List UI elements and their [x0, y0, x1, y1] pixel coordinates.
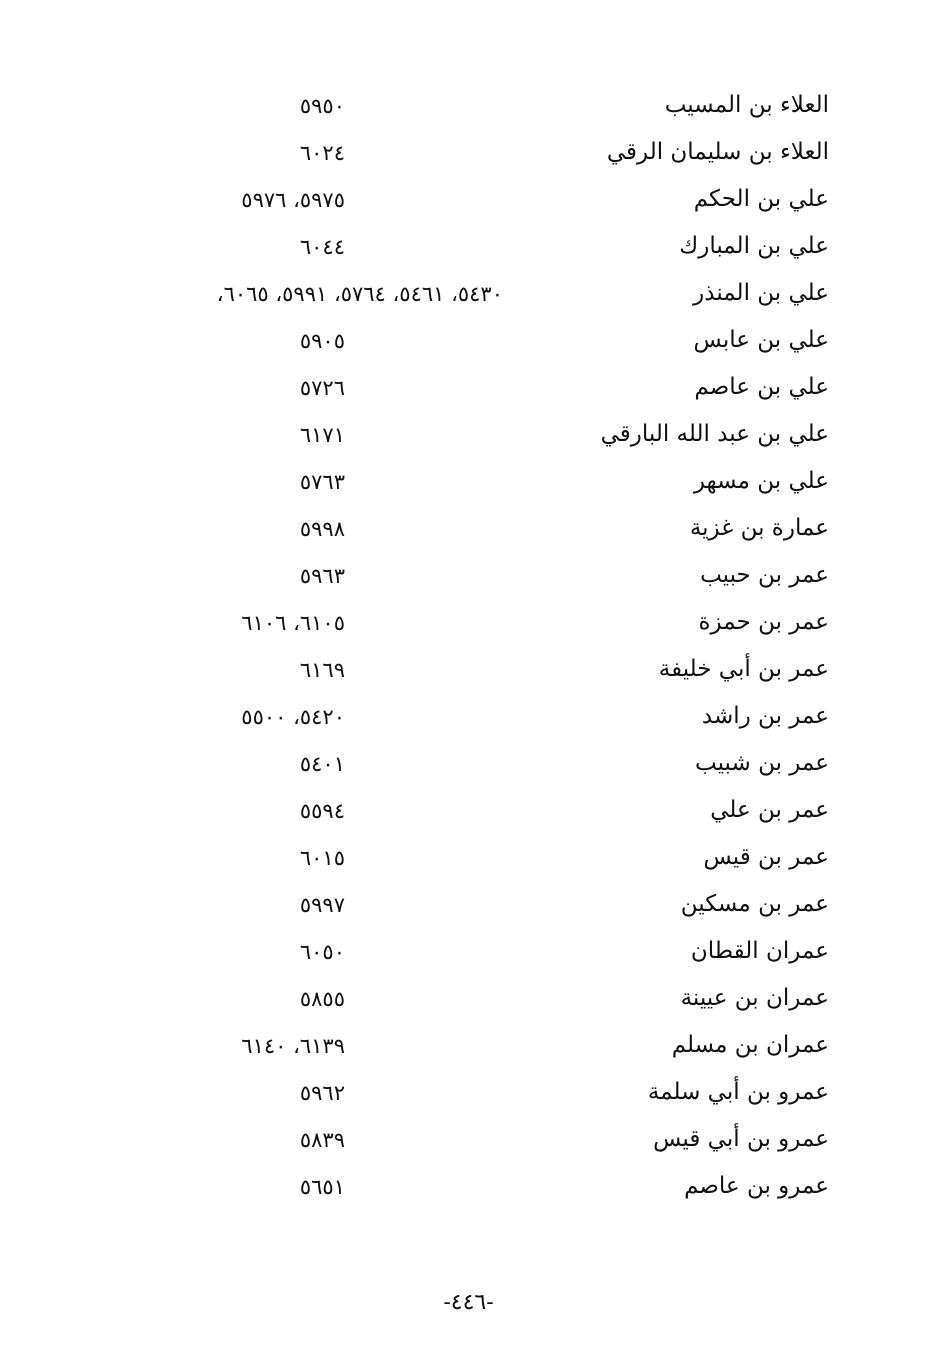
index-entry — [0, 887, 937, 934]
narrator-name: العلاء بن سليمان الرقي — [606, 139, 829, 165]
index-entry — [0, 746, 937, 793]
hadith-numbers: ٥٩٠٥ — [299, 329, 345, 353]
index-entry — [0, 370, 937, 417]
hadith-numbers: ٥٩٧٥، ٥٩٧٦ — [241, 188, 345, 212]
index-entry — [0, 464, 937, 511]
narrator-name: عمر بن مسكين — [680, 891, 829, 917]
narrator-name: علي بن عبد الله البارقي — [600, 421, 829, 447]
hadith-numbers: ٥٨٣٩ — [299, 1128, 345, 1152]
index-entry — [0, 605, 937, 652]
hadith-numbers: ٦١٣٩، ٦١٤٠ — [241, 1034, 345, 1058]
index-entry — [0, 511, 937, 558]
index-entry — [0, 1122, 937, 1169]
narrator-name: عمران القطان — [690, 938, 829, 964]
narrator-name: عمرو بن عاصم — [684, 1173, 829, 1199]
hadith-numbers: ٥٧٢٦ — [299, 376, 345, 400]
index-entry — [0, 699, 937, 746]
narrator-name: عمر بن شبيب — [695, 750, 829, 776]
index-entry — [0, 934, 937, 981]
hadith-numbers: ٦١٠٥، ٦١٠٦ — [241, 611, 345, 635]
narrator-name: عمرو بن أبي قيس — [653, 1126, 829, 1152]
hadith-numbers: ٥٦٥١ — [299, 1175, 345, 1199]
index-entry — [0, 840, 937, 887]
page-number: -٤٤٦- — [443, 1290, 494, 1315]
hadith-numbers: ٥٥٩٤ — [299, 799, 345, 823]
narrator-name: عمران بن مسلم — [671, 1032, 829, 1058]
index-entry — [0, 981, 937, 1028]
narrator-name: عمر بن علي — [710, 797, 829, 823]
narrator-name: عمر بن قيس — [703, 844, 829, 870]
narrator-name: عمرو بن أبي سلمة — [647, 1079, 829, 1105]
narrator-name: عمارة بن غزية — [689, 515, 829, 541]
index-entry — [0, 1169, 937, 1216]
hadith-numbers: ٥٩٥٠ — [299, 94, 345, 118]
narrator-name: علي بن الحكم — [693, 186, 829, 212]
narrator-name: عمر بن أبي خليفة — [658, 656, 829, 682]
index-entry — [0, 1028, 937, 1075]
narrator-name: علي بن المبارك — [679, 233, 829, 259]
index-entry — [0, 88, 937, 135]
hadith-numbers: ٥٩٩٨ — [299, 517, 345, 541]
hadith-numbers: ٥٩٦٣ — [299, 564, 345, 588]
hadith-numbers: ٦١٧١ — [299, 423, 345, 447]
index-list — [0, 88, 937, 1216]
index-entry — [0, 793, 937, 840]
hadith-numbers: ٥٤٠١ — [299, 752, 345, 776]
index-entry — [0, 182, 937, 229]
index-entry — [0, 417, 937, 464]
index-entry — [0, 135, 937, 182]
hadith-numbers: ٥٧٦٣ — [299, 470, 345, 494]
hadith-numbers: ٥٨٥٥ — [299, 987, 345, 1011]
index-entry — [0, 652, 937, 699]
index-entry — [0, 558, 937, 605]
hadith-numbers: ٥٤٢٠، ٥٥٠٠ — [241, 705, 345, 729]
index-entry — [0, 323, 937, 370]
hadith-numbers: ٦٠٤٤ — [299, 235, 345, 259]
narrator-name: علي بن المنذر — [693, 280, 829, 306]
hadith-numbers: ٦٠١٥ — [299, 846, 345, 870]
hadith-numbers: ٥٩٩٧ — [299, 893, 345, 917]
hadith-numbers: ٦٠٥٠ — [299, 940, 345, 964]
index-entry — [0, 229, 937, 276]
narrator-name: علي بن عاصم — [694, 374, 829, 400]
hadith-numbers: ٥٩٦٢ — [299, 1081, 345, 1105]
hadith-numbers: ٦١٦٩ — [299, 658, 345, 682]
narrator-name: العلاء بن المسيب — [664, 92, 829, 118]
hadith-numbers: ٦٠٢٤ — [299, 141, 345, 165]
narrator-name: علي بن عابس — [693, 327, 829, 353]
hadith-numbers: ٥٤٣٠، ٥٤٦١، ٥٧٦٤، ٥٩٩١، ٦٠٦٥، — [216, 282, 503, 306]
narrator-name: عمران بن عيينة — [680, 985, 829, 1011]
narrator-name: عمر بن حبيب — [700, 562, 829, 588]
narrator-name: عمر بن حمزة — [698, 609, 829, 635]
index-entry — [0, 276, 937, 323]
narrator-name: علي بن مسهر — [693, 468, 829, 494]
narrator-name: عمر بن راشد — [701, 703, 829, 729]
index-entry — [0, 1075, 937, 1122]
